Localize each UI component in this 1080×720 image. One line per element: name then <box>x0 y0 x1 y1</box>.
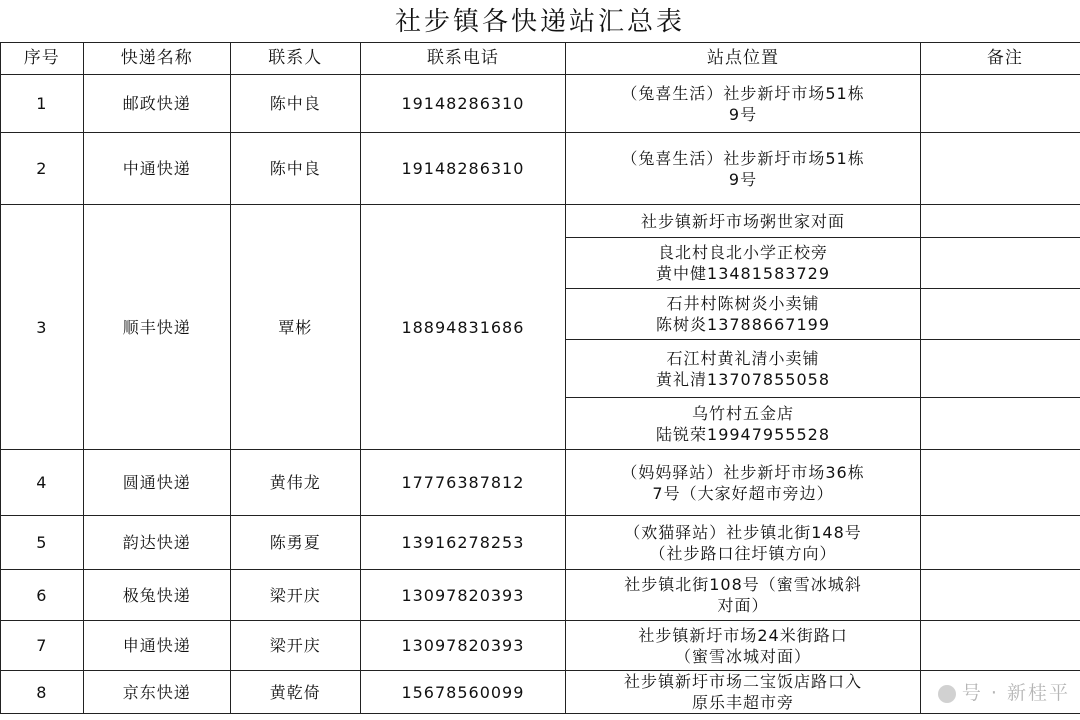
express-station-table <box>0 42 1080 714</box>
header-location: 站点位置 <box>566 43 920 75</box>
cell-contact: 黄伟龙 <box>230 450 360 516</box>
cell-contact: 梁开庆 <box>230 570 360 621</box>
cell-location: （妈妈驿站）社步新圩市场36栋 7号（大家好超市旁边） <box>566 450 920 516</box>
cell-phone: 13097820393 <box>360 621 566 671</box>
cell-no: 6 <box>1 570 84 621</box>
cell-contact: 梁开庆 <box>230 621 360 671</box>
cell-name: 圆通快递 <box>83 450 230 516</box>
table-row <box>1 75 1080 133</box>
cell-note <box>920 621 1080 671</box>
cell-note <box>920 450 1080 516</box>
cell-no: 7 <box>1 621 84 671</box>
cell-phone: 13916278253 <box>360 516 566 570</box>
cell-note <box>920 516 1080 570</box>
header-note: 备注 <box>920 43 1080 75</box>
cell-location: （兔喜生活）社步新圩市场51栋 9号 <box>566 133 920 205</box>
cell-location: 石井村陈树炎小卖铺 陈树炎13788667199 <box>566 289 920 340</box>
table-row <box>1 205 1080 238</box>
cell-phone: 17776387812 <box>360 450 566 516</box>
cell-phone: 18894831686 <box>360 205 566 450</box>
cell-contact: 陈中良 <box>230 133 360 205</box>
header-name: 快递名称 <box>83 43 230 75</box>
cell-location: 社步镇新圩市场粥世家对面 <box>566 205 920 238</box>
table-row <box>1 570 1080 621</box>
cell-location: 乌竹村五金店 陆锐荣19947955528 <box>566 398 920 450</box>
cell-location: 社步镇新圩市场24米街路口 （蜜雪冰城对面） <box>566 621 920 671</box>
cell-note <box>920 340 1080 398</box>
cell-contact: 陈勇夏 <box>230 516 360 570</box>
cell-phone: 19148286310 <box>360 75 566 133</box>
cell-location: （兔喜生活）社步新圩市场51栋 9号 <box>566 75 920 133</box>
watermark <box>790 680 1070 706</box>
cell-note <box>920 75 1080 133</box>
cell-no: 8 <box>1 671 84 714</box>
cell-note <box>920 205 1080 238</box>
cell-name: 极兔快递 <box>83 570 230 621</box>
cell-contact: 陈中良 <box>230 75 360 133</box>
cell-name: 韵达快递 <box>83 516 230 570</box>
cell-note <box>920 570 1080 621</box>
cell-contact: 覃彬 <box>230 205 360 450</box>
cell-no: 2 <box>1 133 84 205</box>
cell-name: 顺丰快递 <box>83 205 230 450</box>
cell-no: 1 <box>1 75 84 133</box>
cell-note <box>920 289 1080 340</box>
table-row <box>1 450 1080 516</box>
header-phone: 联系电话 <box>360 43 566 75</box>
watermark-logo-icon <box>938 685 956 703</box>
header-row <box>1 43 1080 75</box>
cell-location: 社步镇新圩市场二宝饭店路口入 原乐丰超市旁 <box>566 671 920 714</box>
cell-note <box>920 238 1080 289</box>
cell-note <box>920 133 1080 205</box>
header-contact: 联系人 <box>230 43 360 75</box>
watermark-text: 号 · 新桂平 <box>961 682 1070 704</box>
cell-location: 良北村良北小学正校旁 黄中健13481583729 <box>566 238 920 289</box>
cell-name: 京东快递 <box>83 671 230 714</box>
cell-name: 中通快递 <box>83 133 230 205</box>
cell-location: 社步镇北街108号（蜜雪冰城斜 对面） <box>566 570 920 621</box>
cell-note <box>920 398 1080 450</box>
table-row <box>1 621 1080 671</box>
cell-name: 邮政快递 <box>83 75 230 133</box>
cell-no: 5 <box>1 516 84 570</box>
cell-no: 3 <box>1 205 84 450</box>
cell-name: 申通快递 <box>83 621 230 671</box>
page-title: 社步镇各快递站汇总表 <box>394 7 685 37</box>
cell-no: 4 <box>1 450 84 516</box>
cell-location: 石江村黄礼清小卖铺 黄礼清13707855058 <box>566 340 920 398</box>
cell-location: （欢猫驿站）社步镇北街148号 （社步路口往圩镇方向） <box>566 516 920 570</box>
table-row <box>1 133 1080 205</box>
table-row <box>1 516 1080 570</box>
cell-phone: 19148286310 <box>360 133 566 205</box>
header-no: 序号 <box>1 43 84 75</box>
cell-phone: 13097820393 <box>360 570 566 621</box>
cell-contact: 黄乾倚 <box>230 671 360 714</box>
cell-phone: 15678560099 <box>360 671 566 714</box>
